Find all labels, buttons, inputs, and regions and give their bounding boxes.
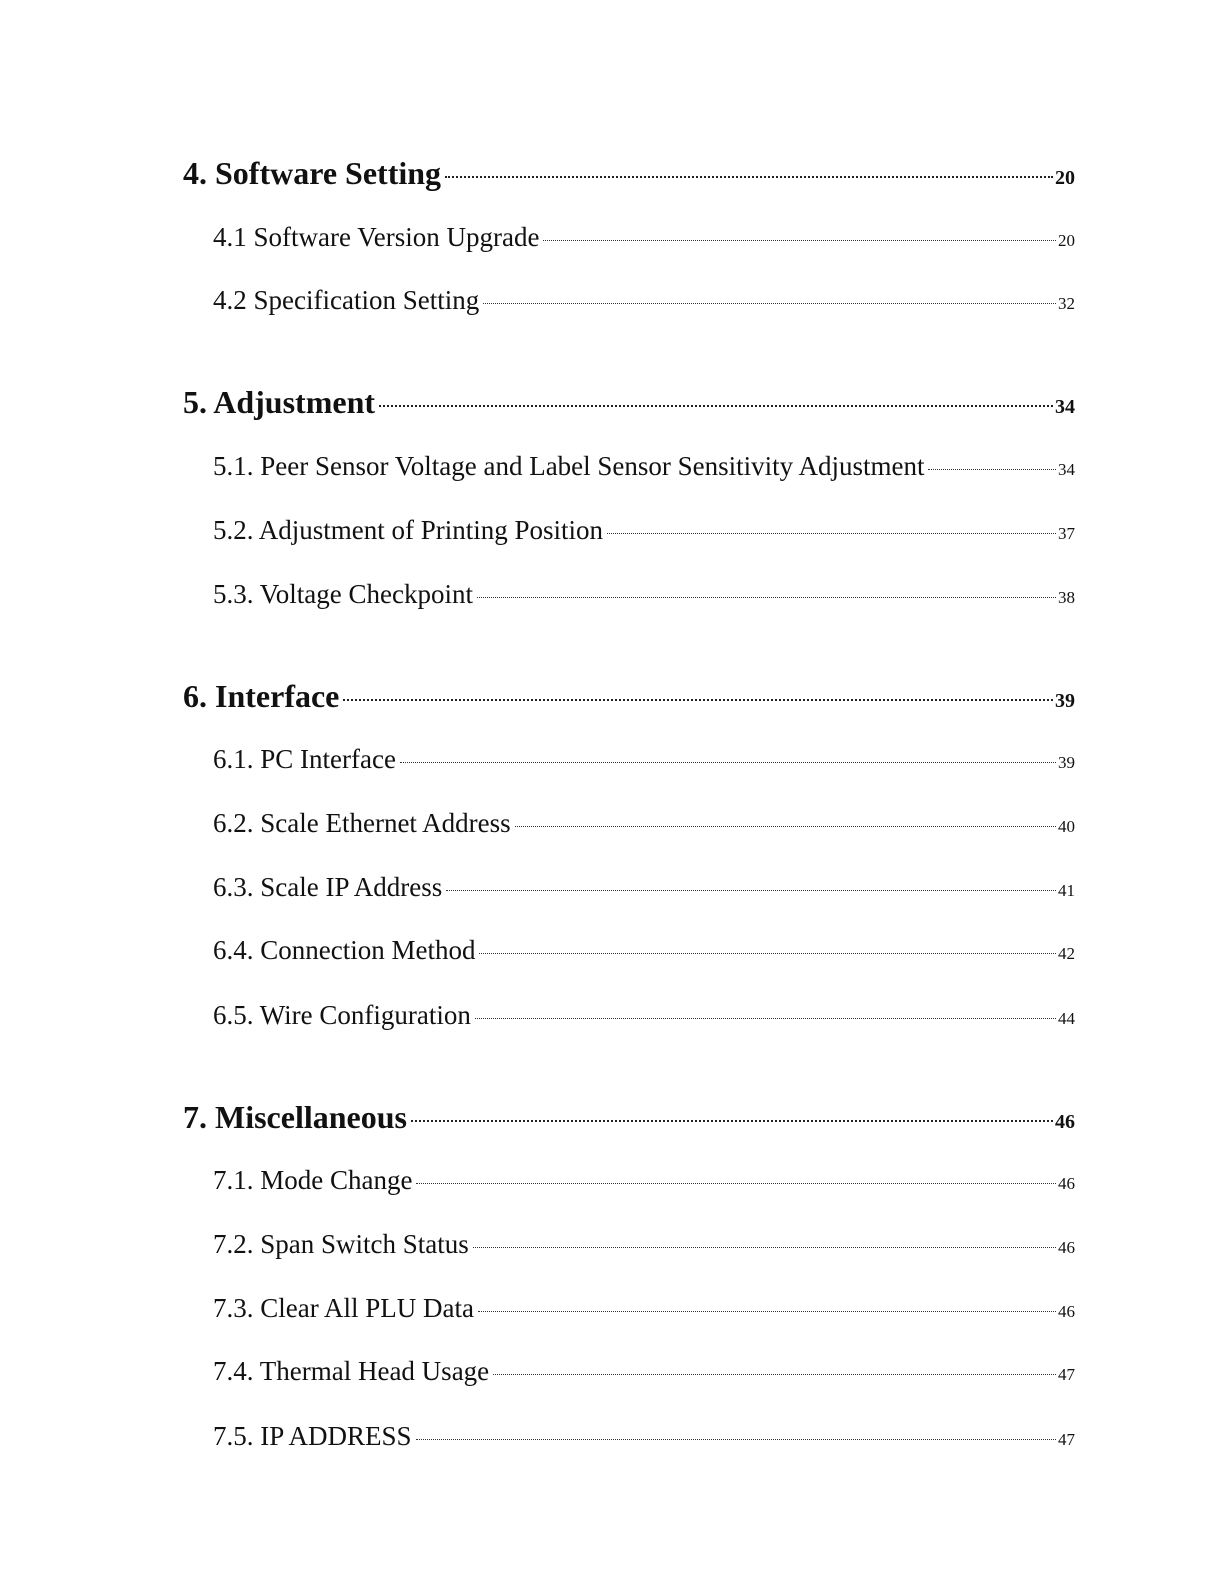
toc-item-title: 7.3. Clear All PLU Data [213,1293,474,1323]
dot-leader [928,448,1056,475]
toc-page-number: 38 [1058,588,1075,607]
toc-item-5-1[interactable] [213,448,1075,482]
toc-item-7-2[interactable] [213,1226,1075,1260]
toc-item-title: 6.2. Scale Ethernet Address [213,808,511,838]
dot-leader [416,1418,1056,1445]
toc-item-title: 6.1. PC Interface [213,744,396,774]
toc-item-title: 5.1. Peer Sensor Voltage and Label Sensor Sensitivity Adjustment [213,451,925,481]
dot-leader [479,932,1056,959]
toc-item-6-5[interactable] [213,997,1075,1031]
toc-item-title: 6.5. Wire Configuration [213,1000,471,1030]
toc-section-title: 6. Interface [183,678,340,714]
toc-item-title: 7.1. Mode Change [213,1165,413,1195]
toc-page-number: 20 [1055,167,1075,189]
toc-section-title: 7. Miscellaneous [183,1099,407,1135]
toc-page-number: 47 [1058,1365,1075,1384]
toc-page-number: 34 [1058,460,1075,479]
toc-item-6-1[interactable] [213,741,1075,775]
toc-item-6-2[interactable] [213,805,1075,839]
toc-section-4[interactable] [183,152,1075,192]
toc-item-7-4[interactable] [213,1353,1075,1387]
toc-page-number: 37 [1058,524,1075,543]
toc-item-6-3[interactable] [213,869,1075,903]
dot-leader [475,997,1056,1024]
dot-leader [379,381,1053,413]
toc-page-number: 44 [1058,1009,1075,1028]
dot-leader [543,219,1056,246]
toc-item-7-3[interactable] [213,1290,1075,1324]
toc-item-5-2[interactable] [213,512,1075,546]
toc-page-number: 39 [1055,690,1075,712]
toc-section-title: 5. Adjustment [183,384,376,420]
toc-page-number: 20 [1058,231,1075,250]
dot-leader [400,741,1056,768]
toc-item-title: 5.3. Voltage Checkpoint [213,579,473,609]
toc-page-number: 42 [1058,944,1075,963]
toc-page-number: 46 [1058,1302,1075,1321]
toc-page-number: 39 [1058,753,1075,772]
dot-leader [343,675,1053,707]
toc-item-title: 7.4. Thermal Head Usage [213,1356,490,1386]
toc-item-title: 5.2. Adjustment of Printing Position [213,515,604,545]
dot-leader [607,512,1056,539]
toc-item-title: 7.5. IP ADDRESS [213,1421,412,1451]
dot-leader [477,576,1056,603]
toc-item-4-2[interactable] [213,282,1075,316]
dot-leader [493,1353,1056,1380]
toc-section-6[interactable] [183,675,1075,715]
dot-leader [416,1162,1056,1189]
toc-page-number: 34 [1055,396,1075,418]
toc-page-number: 47 [1058,1430,1075,1449]
toc-section-title: 4. Software Setting [183,155,442,191]
toc-item-6-4[interactable] [213,932,1075,966]
toc-page-number: 40 [1058,817,1075,836]
toc-item-4-1[interactable] [213,219,1075,253]
toc-page-number: 46 [1058,1174,1075,1193]
toc-page-number: 46 [1058,1238,1075,1257]
toc-item-title: 4.2 Specification Setting [213,285,480,315]
dot-leader [446,869,1056,896]
toc-item-title: 7.2. Span Switch Status [213,1229,469,1259]
dot-leader [445,152,1053,184]
dot-leader [483,282,1056,309]
toc-item-7-5[interactable] [213,1418,1075,1452]
toc-item-title: 4.1 Software Version Upgrade [213,222,540,252]
toc-page-number: 41 [1058,881,1075,900]
toc-item-5-3[interactable] [213,576,1075,610]
toc-section-5[interactable] [183,381,1075,421]
toc-page-number: 32 [1058,294,1075,313]
toc-section-7[interactable] [183,1096,1075,1136]
toc-page-number: 46 [1055,1111,1075,1133]
dot-leader [515,805,1056,832]
dot-leader [478,1290,1056,1317]
toc-item-7-1[interactable] [213,1162,1075,1196]
dot-leader [473,1226,1056,1253]
toc-item-title: 6.4. Connection Method [213,935,476,965]
dot-leader [411,1096,1053,1128]
toc-item-title: 6.3. Scale IP Address [213,872,443,902]
